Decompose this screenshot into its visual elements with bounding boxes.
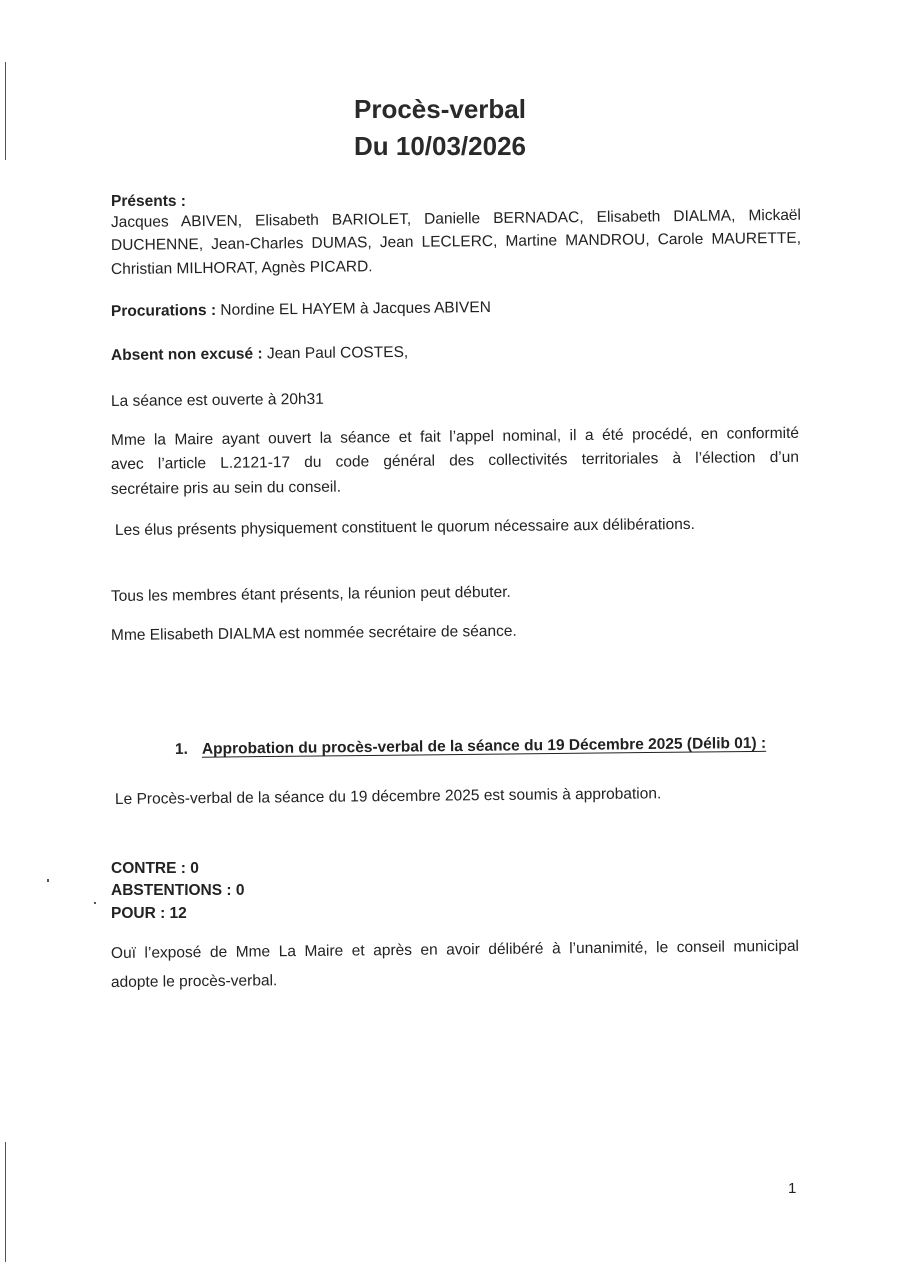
presents-line-3: Christian MILHORAT, Agnès PICARD. xyxy=(110,258,373,278)
opening-time: La séance est ouverte à 20h31 xyxy=(110,390,324,410)
section-1-number: 1. xyxy=(174,740,189,758)
vote-contre: CONTRE : 0 xyxy=(111,860,199,877)
presents-line-2: DUCHENNE, Jean-Charles DUMAS, Jean LECLERC, Martine MANDROU, Carole MAURETTE, xyxy=(110,229,802,254)
appel-line-2: avec l’article L.2121-17 du code général des collectivités territoriales à l’élection d’un xyxy=(110,448,800,473)
conclusion-line-1: Ouï l’exposé de Mme La Maire et après en avoir délibéré à l’unanimité, le conseil municipal xyxy=(110,937,800,962)
document-title: Procès-verbal xyxy=(354,94,526,124)
scan-dot-2 xyxy=(94,902,96,904)
page-number: 1 xyxy=(788,1180,797,1197)
procurations-label: Procurations : xyxy=(110,301,217,320)
section-1-text: Le Procès-verbal de la séance du 19 décembre 2025 est soumis à approbation. xyxy=(114,785,662,808)
members-present-statement: Tous les membres étant présents, la réunion peut débuter. xyxy=(110,583,511,605)
secretary-statement: Mme Elisabeth DIALMA est nommée secrétaire de séance. xyxy=(110,622,517,644)
section-1-heading xyxy=(175,735,766,759)
appel-line-1: Mme la Maire ayant ouvert la séance et fait l’appel nominal, il a été procédé, en conformité xyxy=(110,424,800,449)
absent-label: Absent non excusé : xyxy=(110,345,263,364)
presents-label: Présents : xyxy=(111,193,186,210)
procurations xyxy=(111,296,491,324)
vote-pour: POUR : 12 xyxy=(111,905,187,922)
absent-text: Jean Paul COSTES, xyxy=(266,343,409,363)
presents-line-1: Jacques ABIVEN, Elisabeth BARIOLET, Danielle BERNADAC, Elisabeth DIALMA, Mickaël xyxy=(110,206,802,231)
scan-dot-1 xyxy=(47,879,49,882)
quorum-statement: Les élus présents physiquement constituent le quorum nécessaire aux délibérations. xyxy=(114,515,695,539)
absent xyxy=(111,341,408,368)
appel-line-3: secrétaire pris au sein du conseil. xyxy=(110,478,342,498)
scan-edge-mark-bottom xyxy=(5,1142,6,1262)
conclusion-line-2: adopte le procès-verbal. xyxy=(110,972,278,991)
document-date: Du 10/03/2026 xyxy=(353,131,526,161)
procurations-text: Nordine EL HAYEM à Jacques ABIVEN xyxy=(220,299,491,319)
vote-abstentions: ABSTENTIONS : 0 xyxy=(111,882,245,899)
section-1-title: Approbation du procès-verbal de la séance du 19 Décembre 2025 (Délib 01) : xyxy=(201,734,767,758)
